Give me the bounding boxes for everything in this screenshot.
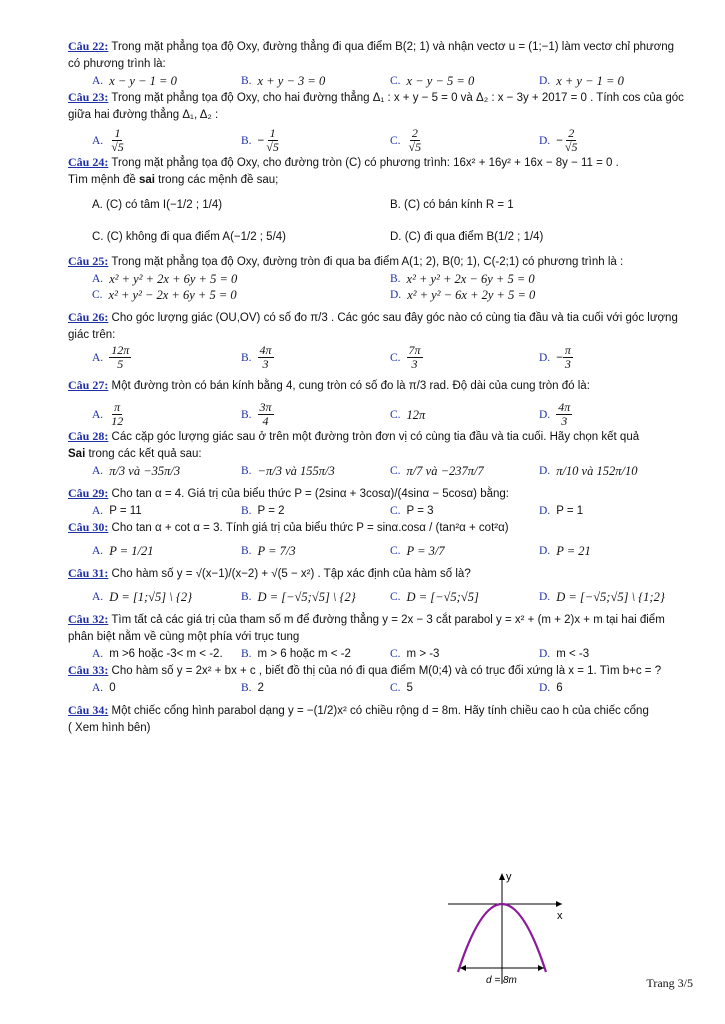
question-label: Câu 33: [68, 663, 109, 677]
option-c[interactable]: C. x − y − 5 = 0 [390, 74, 475, 88]
option-d[interactable]: D. m < -3 [539, 648, 590, 660]
option-a[interactable]: A. $\frac{1}{√5}$ [92, 126, 124, 154]
option-d[interactable]: D. D = [−√5;√5] \ {1;2} [539, 590, 665, 604]
y-axis-arrow [499, 873, 505, 880]
question-30 [68, 519, 688, 559]
question-text: Trong mặt phẳng tọa độ Oxy, cho đường tròn (C) có phương trình: 16x² + 16y² + 16x − 8y − 11 = 0 . [111, 157, 619, 169]
question-33 [68, 662, 688, 696]
question-text: Cho hàm số y = 2x² + bx + c , biết đồ thị của nó đi qua điểm M(0;4) và có trục đối xứng là x = 1. Tìm b+c = ? [111, 665, 662, 677]
question-26 [68, 309, 688, 371]
option-d[interactable]: D. P = 21 [539, 544, 591, 558]
question-text: Một chiếc cổng hình parabol dạng y = −(1/2)x² có chiều rộng d = 8m. Hãy tính chiều cao h của chiếc cổng [111, 705, 649, 717]
option-a[interactable]: A. $\frac{\pi}{12}$ [92, 400, 124, 428]
option-b[interactable]: B. x² + y² + 2x − 6y + 5 = 0 [390, 272, 535, 286]
question-28: Câu 28: Các cặp góc lượng giác sau ở trên một đường tròn đơn vị có cùng tia đầu và tia cuối. Hãy chọn kết quả Sai trong các kết quả sau: A. π/3 và −35π/3 B. −π/3 và 155π/3 C. π/7 và −237π/7 D. π/10 và 152π/10 [68, 428, 688, 479]
option-c[interactable]: C. (C) không đi qua điểm A(−1/2 ; 5/4) [92, 231, 287, 243]
question-label: Câu 30: [68, 520, 109, 534]
option-a[interactable]: A. m >6 hoặc -3< m < -2. [92, 648, 223, 660]
answer-options [68, 680, 688, 696]
answer-options [68, 503, 688, 519]
option-b[interactable]: B. P = 2 [241, 505, 285, 517]
question-label: Câu 31: [68, 566, 109, 580]
option-a[interactable]: A. π/3 và −35π/3 [92, 464, 181, 478]
option-a[interactable]: A. P = 1/21 [92, 544, 154, 558]
question-31 [68, 565, 688, 605]
question-text: Cho tan α = 4. Giá trị của biểu thức P = (2sinα + 3cosα)/(4sinα − 5cosα) bằng: [111, 488, 509, 500]
answer-options [68, 646, 688, 662]
question-label: Câu 22: [68, 39, 109, 53]
option-c[interactable]: C. D = [−√5;√5] [390, 590, 479, 604]
question-24: Câu 24: Trong mặt phẳng tọa độ Oxy, cho đường tròn (C) có phương trình: 16x² + 16y² + 16x − 8y − 11 = 0 . Tìm mệnh đề sai trong các mệnh đề sau; A. (C) có tâm I(−1/2 ; 1/4) B. (C) có bán kính R = 1 C. (C) không đi qua điểm A(−1/2 ; 5/4) D. (C) đi qua điểm B(1/2 ; 1/4) [68, 154, 688, 253]
option-b[interactable]: B. P = 7/3 [241, 544, 296, 558]
option-b[interactable]: B. $\frac{3\pi}{4}$ [241, 400, 272, 428]
question-32 [68, 611, 688, 662]
option-b[interactable]: B. (C) có bán kính R = 1 [390, 199, 514, 211]
option-a[interactable]: A. (C) có tâm I(−1/2 ; 1/4) [92, 199, 223, 211]
answer-options [68, 463, 688, 479]
option-b[interactable]: B. x + y − 3 = 0 [241, 74, 326, 88]
answer-options [68, 221, 688, 253]
x-axis-label: x [557, 910, 563, 922]
option-b[interactable]: B. 2 [241, 682, 264, 694]
answer-options [68, 73, 688, 89]
option-b[interactable]: B. m > 6 hoặc m < -2 [241, 648, 351, 660]
option-c[interactable]: C. π/7 và −237π/7 [390, 464, 484, 478]
option-c[interactable]: C. P = 3 [390, 505, 434, 517]
option-a[interactable]: A. x² + y² + 2x + 6y + 5 = 0 [92, 272, 238, 286]
question-label: Câu 27: [68, 378, 109, 392]
question-text: Các cặp góc lượng giác sau ở trên một đường tròn đơn vị có cùng tia đầu và tia cuối. Hãy chọn kết quả [111, 431, 640, 443]
option-a[interactable]: A. P = 11 [92, 505, 142, 517]
question-text: Cho hàm số y = √(x−1)/(x−2) + √(5 − x²) . Tập xác định của hàm số là? [111, 568, 471, 580]
question-text: Trong mặt phẳng tọa độ Oxy, đường tròn đi qua ba điểm A(1; 2), B(0; 1), C(-2;1) có phương trình là : [111, 256, 624, 268]
option-c[interactable]: C. P = 3/7 [390, 544, 445, 558]
question-label: Câu 24: [68, 155, 109, 169]
question-29 [68, 485, 688, 519]
question-25 [68, 253, 688, 303]
question-label: Câu 29: [68, 486, 109, 500]
figure-reference: ( Xem hình bên) [68, 722, 151, 734]
question-text: Trong mặt phẳng tọa độ Oxy, đường thẳng đi qua điểm B(2; 1) và nhận vectơ u = (1;−1) làm vectơ chỉ phương có phương trình là: [68, 41, 675, 70]
question-label: Câu 23: [68, 90, 109, 104]
option-b[interactable]: B. −π/3 và 155π/3 [241, 464, 335, 478]
question-label: Câu 32: [68, 612, 109, 626]
y-axis-label: y [506, 872, 512, 883]
answer-options [68, 287, 688, 303]
option-c[interactable]: C. m > -3 [390, 648, 440, 660]
option-a[interactable]: A. 0 [92, 682, 116, 694]
question-27 [68, 377, 688, 428]
option-d[interactable]: D. x + y − 1 = 0 [539, 74, 624, 88]
answer-options [68, 189, 688, 221]
option-d[interactable]: D. π/10 và 152π/10 [539, 464, 638, 478]
question-text: Tìm tất cả các giá trị của tham số m để đường thẳng y = 2x − 3 cắt parabol y = x² + (m + 2)x + m tại hai điểm phân biệt nằm về cùng một phía với trục tung [68, 614, 665, 643]
question-22 [68, 38, 688, 89]
option-d[interactable]: D. (C) đi qua điểm B(1/2 ; 1/4) [390, 231, 544, 243]
page-number: Trang 3/5 [646, 976, 693, 990]
question-text: Trong mặt phẳng tọa độ Oxy, cho hai đường thẳng Δ₁ : x + y − 5 = 0 và Δ₂ : x − 3y + 2017 = 0 . Tính cos của góc giữa hai đường thẳng Δ₁, Δ₂ : [68, 92, 684, 121]
width-label: d = 8m [486, 975, 517, 986]
answer-options [68, 543, 688, 559]
option-c[interactable]: C. x² + y² − 2x + 6y + 5 = 0 [92, 288, 237, 302]
answer-options [68, 589, 688, 605]
option-c[interactable]: C. 5 [390, 682, 413, 694]
option-d[interactable]: D. $\frac{4\pi}{3}$ [539, 400, 571, 428]
option-a[interactable]: A. x − y − 1 = 0 [92, 74, 177, 88]
option-a[interactable]: A. D = [1;√5] \ {2} [92, 590, 193, 604]
option-b[interactable]: B. − $\frac{1}{√5}$ [241, 126, 279, 154]
option-c[interactable]: C. $\frac{2}{√5}$ [390, 126, 422, 154]
x-axis-arrow [556, 901, 562, 907]
option-c[interactable]: C. 12π [390, 407, 426, 422]
option-a[interactable]: A. $\frac{12\pi}{5}$ [92, 343, 130, 371]
answer-options [68, 401, 688, 428]
option-c[interactable]: C. $\frac{7\pi}{3}$ [390, 343, 421, 371]
answer-options [68, 344, 688, 371]
option-d[interactable]: D. x² + y² − 6x + 2y + 5 = 0 [390, 288, 536, 302]
question-text: Một đường tròn có bán kính bằng 4, cung tròn có số đo là π/3 rad. Độ dài của cung tròn đó là: [111, 380, 590, 392]
option-b[interactable]: B. $\frac{4\pi}{3}$ [241, 343, 272, 371]
option-d[interactable]: D. 6 [539, 682, 563, 694]
question-text: Cho góc lượng giác (OU,OV) có số đo π/3 . Các góc sau đây góc nào có cùng tia đầu và tia cuối với góc lượng giác trên: [68, 312, 678, 341]
option-d[interactable]: D. P = 1 [539, 505, 584, 517]
question-label: Câu 26: [68, 310, 109, 324]
parabola-gate-figure [440, 872, 580, 992]
question-text: Cho tan α + cot α = 3. Tính giá trị của biểu thức P = sinα.cosα / (tan²α + cot²α) [111, 522, 509, 534]
question-23 [68, 89, 688, 154]
answer-options [68, 127, 688, 154]
option-d[interactable]: D. − $\frac{2}{√5}$ [539, 126, 578, 154]
option-b[interactable]: B. D = [−√5;√5] \ {2} [241, 590, 356, 604]
question-label: Câu 34: [68, 703, 109, 717]
answer-options [68, 271, 688, 287]
question-label: Câu 28: [68, 429, 109, 443]
exam-page [68, 38, 688, 737]
question-34 [68, 702, 688, 737]
question-label: Câu 25: [68, 254, 109, 268]
option-d[interactable]: D. − $\frac{\pi}{3}$ [539, 343, 571, 371]
